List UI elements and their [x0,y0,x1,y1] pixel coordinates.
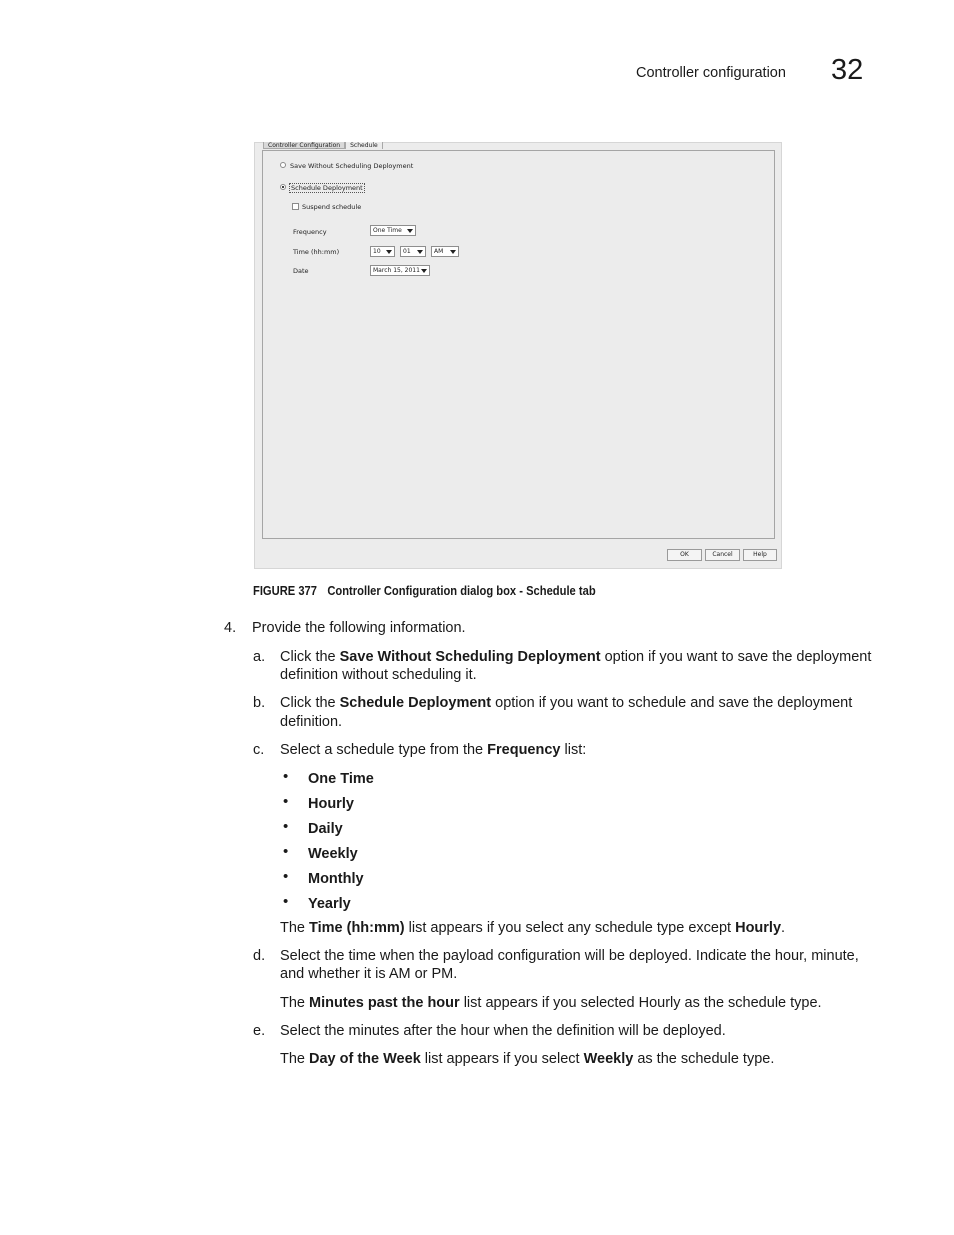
frequency-type-item: Weekly [308,846,358,862]
save-without-label: Save Without Scheduling Deployment [290,162,414,170]
figure-caption [253,583,596,598]
chevron-down-icon [421,269,427,273]
frequency-select[interactable] [370,225,416,236]
step-number: 4. [224,620,237,636]
minute-select[interactable] [400,246,426,257]
minute-value: 01 [403,248,411,255]
date-select[interactable] [370,265,430,276]
frequency-type-item: One Time [308,771,374,787]
substep-c-line1: Select a schedule type from the Frequency list: [280,742,587,758]
bullet-icon: • [283,768,289,785]
chevron-down-icon [386,250,392,254]
cancel-button[interactable]: Cancel [705,549,740,561]
figure-number: FIGURE 377 [253,583,318,598]
substep-b-line1: Click the Schedule Deployment option if you want to schedule and save the deployment [280,695,853,711]
frequency-type-item: Yearly [308,896,351,912]
substep-a-line2: definition without scheduling it. [280,667,477,683]
figure-title: Controller Configuration dialog box - Schedule tab [327,583,596,598]
substep-d-line1: Select the time when the payload configuration will be deployed. Indicate the hour, minute, [280,948,859,964]
tab-strip [263,142,383,149]
substep-marker-e: e. [253,1023,266,1039]
substep-marker-a: a. [253,649,266,665]
dialog-screenshot [254,142,782,569]
substep-d-line2: and whether it is AM or PM. [280,966,458,982]
ok-button[interactable]: OK [667,549,702,561]
schedule-deployment-label: Schedule Deployment [291,184,363,192]
bullet-icon: • [283,843,289,860]
chevron-down-icon [407,229,413,233]
frequency-type-item: Hourly [308,796,354,812]
substep-a-line1: Click the Save Without Scheduling Deployment option if you want to save the deployment [280,649,872,665]
step-text: Provide the following information. [252,620,466,636]
schedule-deployment-radio[interactable] [280,184,286,190]
hour-value: 10 [373,248,381,255]
note-time: The Time (hh:mm) list appears if you select any schedule type except Hourly. [280,920,786,936]
frequency-type-item: Daily [308,821,343,837]
date-value: March 15, 2011 [373,267,420,274]
frequency-value: One Time [373,227,402,234]
substep-marker-d: d. [253,948,266,964]
chapter-number: 32 [831,54,864,86]
help-button[interactable]: Help [743,549,777,561]
frequency-type-item: Monthly [308,871,364,887]
ampm-value: AM [434,248,444,255]
running-title: Controller configuration [636,65,786,81]
suspend-schedule-checkbox[interactable] [292,203,299,210]
save-without-radio[interactable] [280,162,286,168]
date-label: Date [293,267,309,275]
note-minutes: The Minutes past the hour list appears if you selected Hourly as the schedule type. [280,995,822,1011]
substep-marker-c: c. [253,742,265,758]
frequency-label: Frequency [293,228,327,236]
substep-b-line2: definition. [280,714,343,730]
note-day: The Day of the Week list appears if you select Weekly as the schedule type. [280,1051,775,1067]
bullet-icon: • [283,868,289,885]
bullet-icon: • [283,893,289,910]
schedule-panel [262,150,775,539]
chevron-down-icon [450,250,456,254]
hour-select[interactable] [370,246,395,257]
chevron-down-icon [417,250,423,254]
bullet-icon: • [283,793,289,810]
tab-controller-configuration[interactable]: Controller Configuration [263,142,345,149]
suspend-schedule-label: Suspend schedule [302,203,362,211]
bullet-icon: • [283,818,289,835]
substep-e-text: Select the minutes after the hour when the definition will be deployed. [280,1023,726,1039]
tab-schedule[interactable]: Schedule [345,142,383,149]
time-label: Time (hh:mm) [293,248,340,256]
substep-marker-b: b. [253,695,266,711]
ampm-select[interactable] [431,246,459,257]
